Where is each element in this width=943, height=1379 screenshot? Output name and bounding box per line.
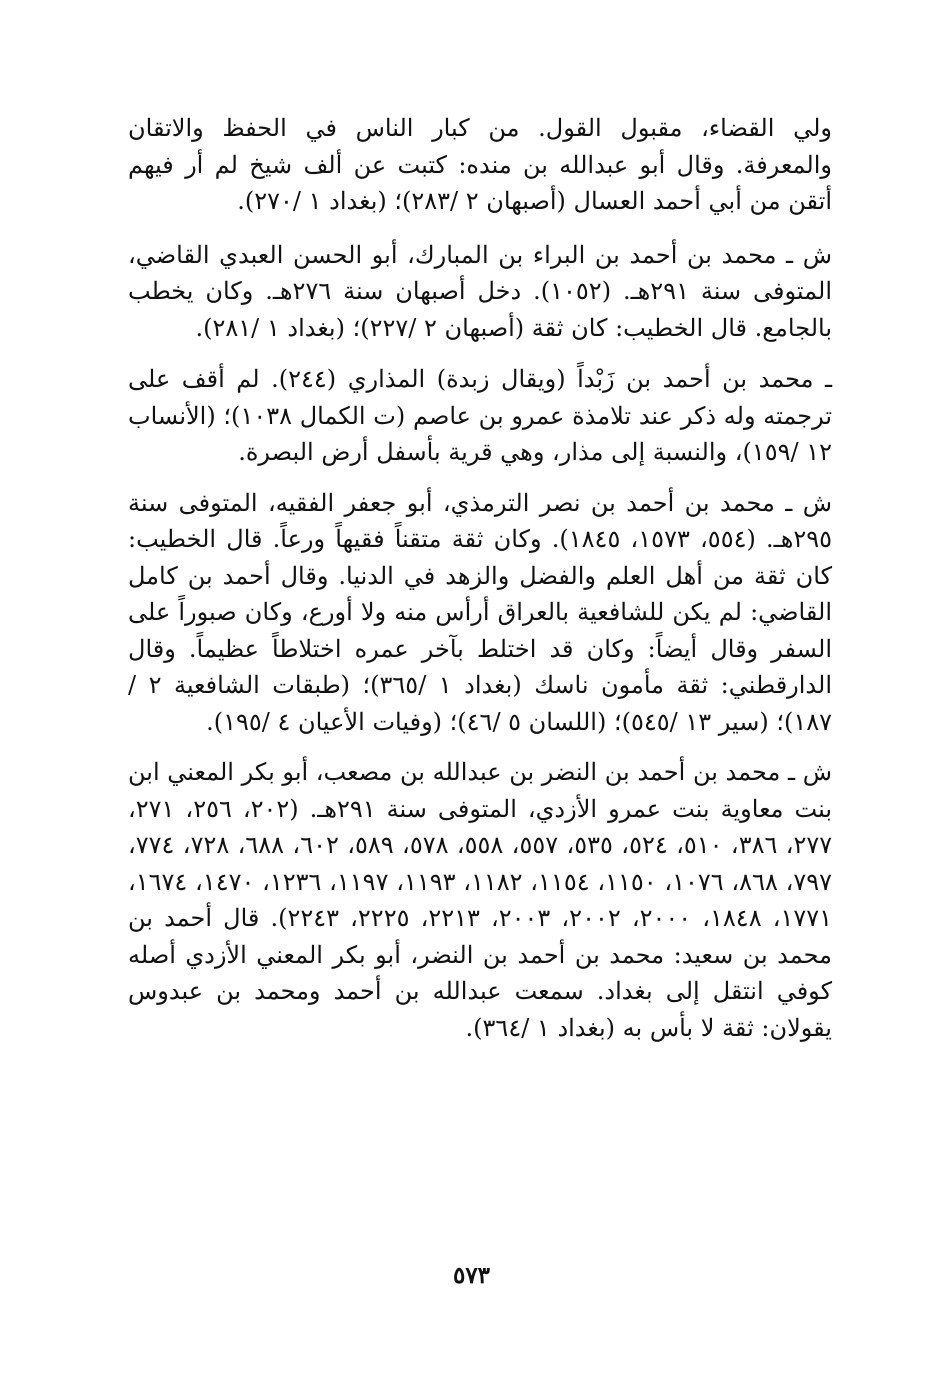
entry-al-bara: ش ـ محمد بن أحمد بن البراء بن المبارك، أبو الحسن العبدي القاضي، المتوفى سنة ٢٩١هـ. (١٠٥٢). دخل أصبهان سنة ٢٧٦هـ. وكان يخطب بالجامع. قال الخطيب: كان ثقة (أصبهان ٢ /٢٢٧)؛ (بغداد ١ /٢٨١).	[128, 240, 833, 342]
entry-al-tirmidhi: ش ـ محمد بن أحمد بن نصر الترمذي، أبو جعفر الفقيه، المتوفى سنة ٢٩٥هـ. (٥٥٤، ١٥٧٣، ١٨٤٥). وكان ثقة متقناً فقيهاً ورعاً. قال الخطيب: كان ثقة من أهل العلم والفضل والزهد في الدنيا. وقال أحمد بن كامل القاضي: لم يكن للشافعية بالعراق أرأس منه ولا أورع، وكان صبوراً على السفر وقال أيضاً: وكان قد اختلط بآخر عمره اختلاطاً عظيماً. وقال الدارقطني: ثقة مأمون ناسك (بغداد ١ /٣٦٥)؛ (طبقات الشافعية ٢ /١٨٧)؛ (سير ١٣ /٥٤٥)؛ (اللسان ٥ /٤٦)؛ (وفيات الأعيان ٤ /١٩٥).	[128, 488, 833, 736]
paragraph-continuation: ولي القضاء، مقبول القول. من كبار الناس في الحفظ والاتقان والمعرفة. وقال أبو عبدالله بن منده: كتبت عن ألف شيخ لم أر فيهم أتقن من أبي أحمد العسال (أصبهان ٢ /٢٨٣)؛ (بغداد ١ /٢٧٠).	[128, 114, 832, 215]
page-number: ٥٧٣	[452, 1262, 491, 1289]
document-body	[128, 110, 832, 1046]
entry-al-madhari: ـ محمد بن أحمد بن زَبْداً (ويقال زبدة) المذاري (٢٤٤). لم أقف على ترجمته وله ذكر عند تلامذة عمرو بن عاصم (ت الكمال ١٠٣٨)؛ (الأنساب ١٢ /١٥٩)، والنسبة إلى مذار، وهي قرية بأسفل أرض البصرة.	[128, 365, 833, 466]
entry-al-nadr: ش ـ محمد بن أحمد بن النضر بن عبدالله بن مصعب، أبو بكر المعني ابن بنت معاوية بنت عمرو الأزدي، المتوفى سنة ٢٩١هـ. (٢٠٢، ٢٥٦، ٢٧١، ٢٧٧، ٣٨٦، ٥١٠، ٥٢٤، ٥٣٥، ٥٥٧، ٥٥٨، ٥٧٨، ٥٨٩، ٦٠٢، ٦٨٨، ٧٢٨، ٧٧٤، ٧٩٧، ٨٦٨، ١٠٧٦، ١١٥٠، ١١٥٤، ١١٨٢، ١١٩٣، ١١٩٧، ١٢٣٦، ١٤٧٠، ١٦٧٤، ١٧٧١، ١٨٤٨، ٢٠٠٠، ٢٠٠٢، ٢٠٠٣، ٢٢١٣، ٢٢٢٥، ٢٢٤٣). قال أحمد بن محمد بن سعيد: محمد بن أحمد بن النضر، أبو بكر المعني الأزدي أصله كوفي انتقل إلى بغداد. سمعت عبدالله بن أحمد ومحمد بن عبدوس يقولان: ثقة لا بأس به (بغداد ١ /٣٦٤).	[128, 758, 833, 1042]
